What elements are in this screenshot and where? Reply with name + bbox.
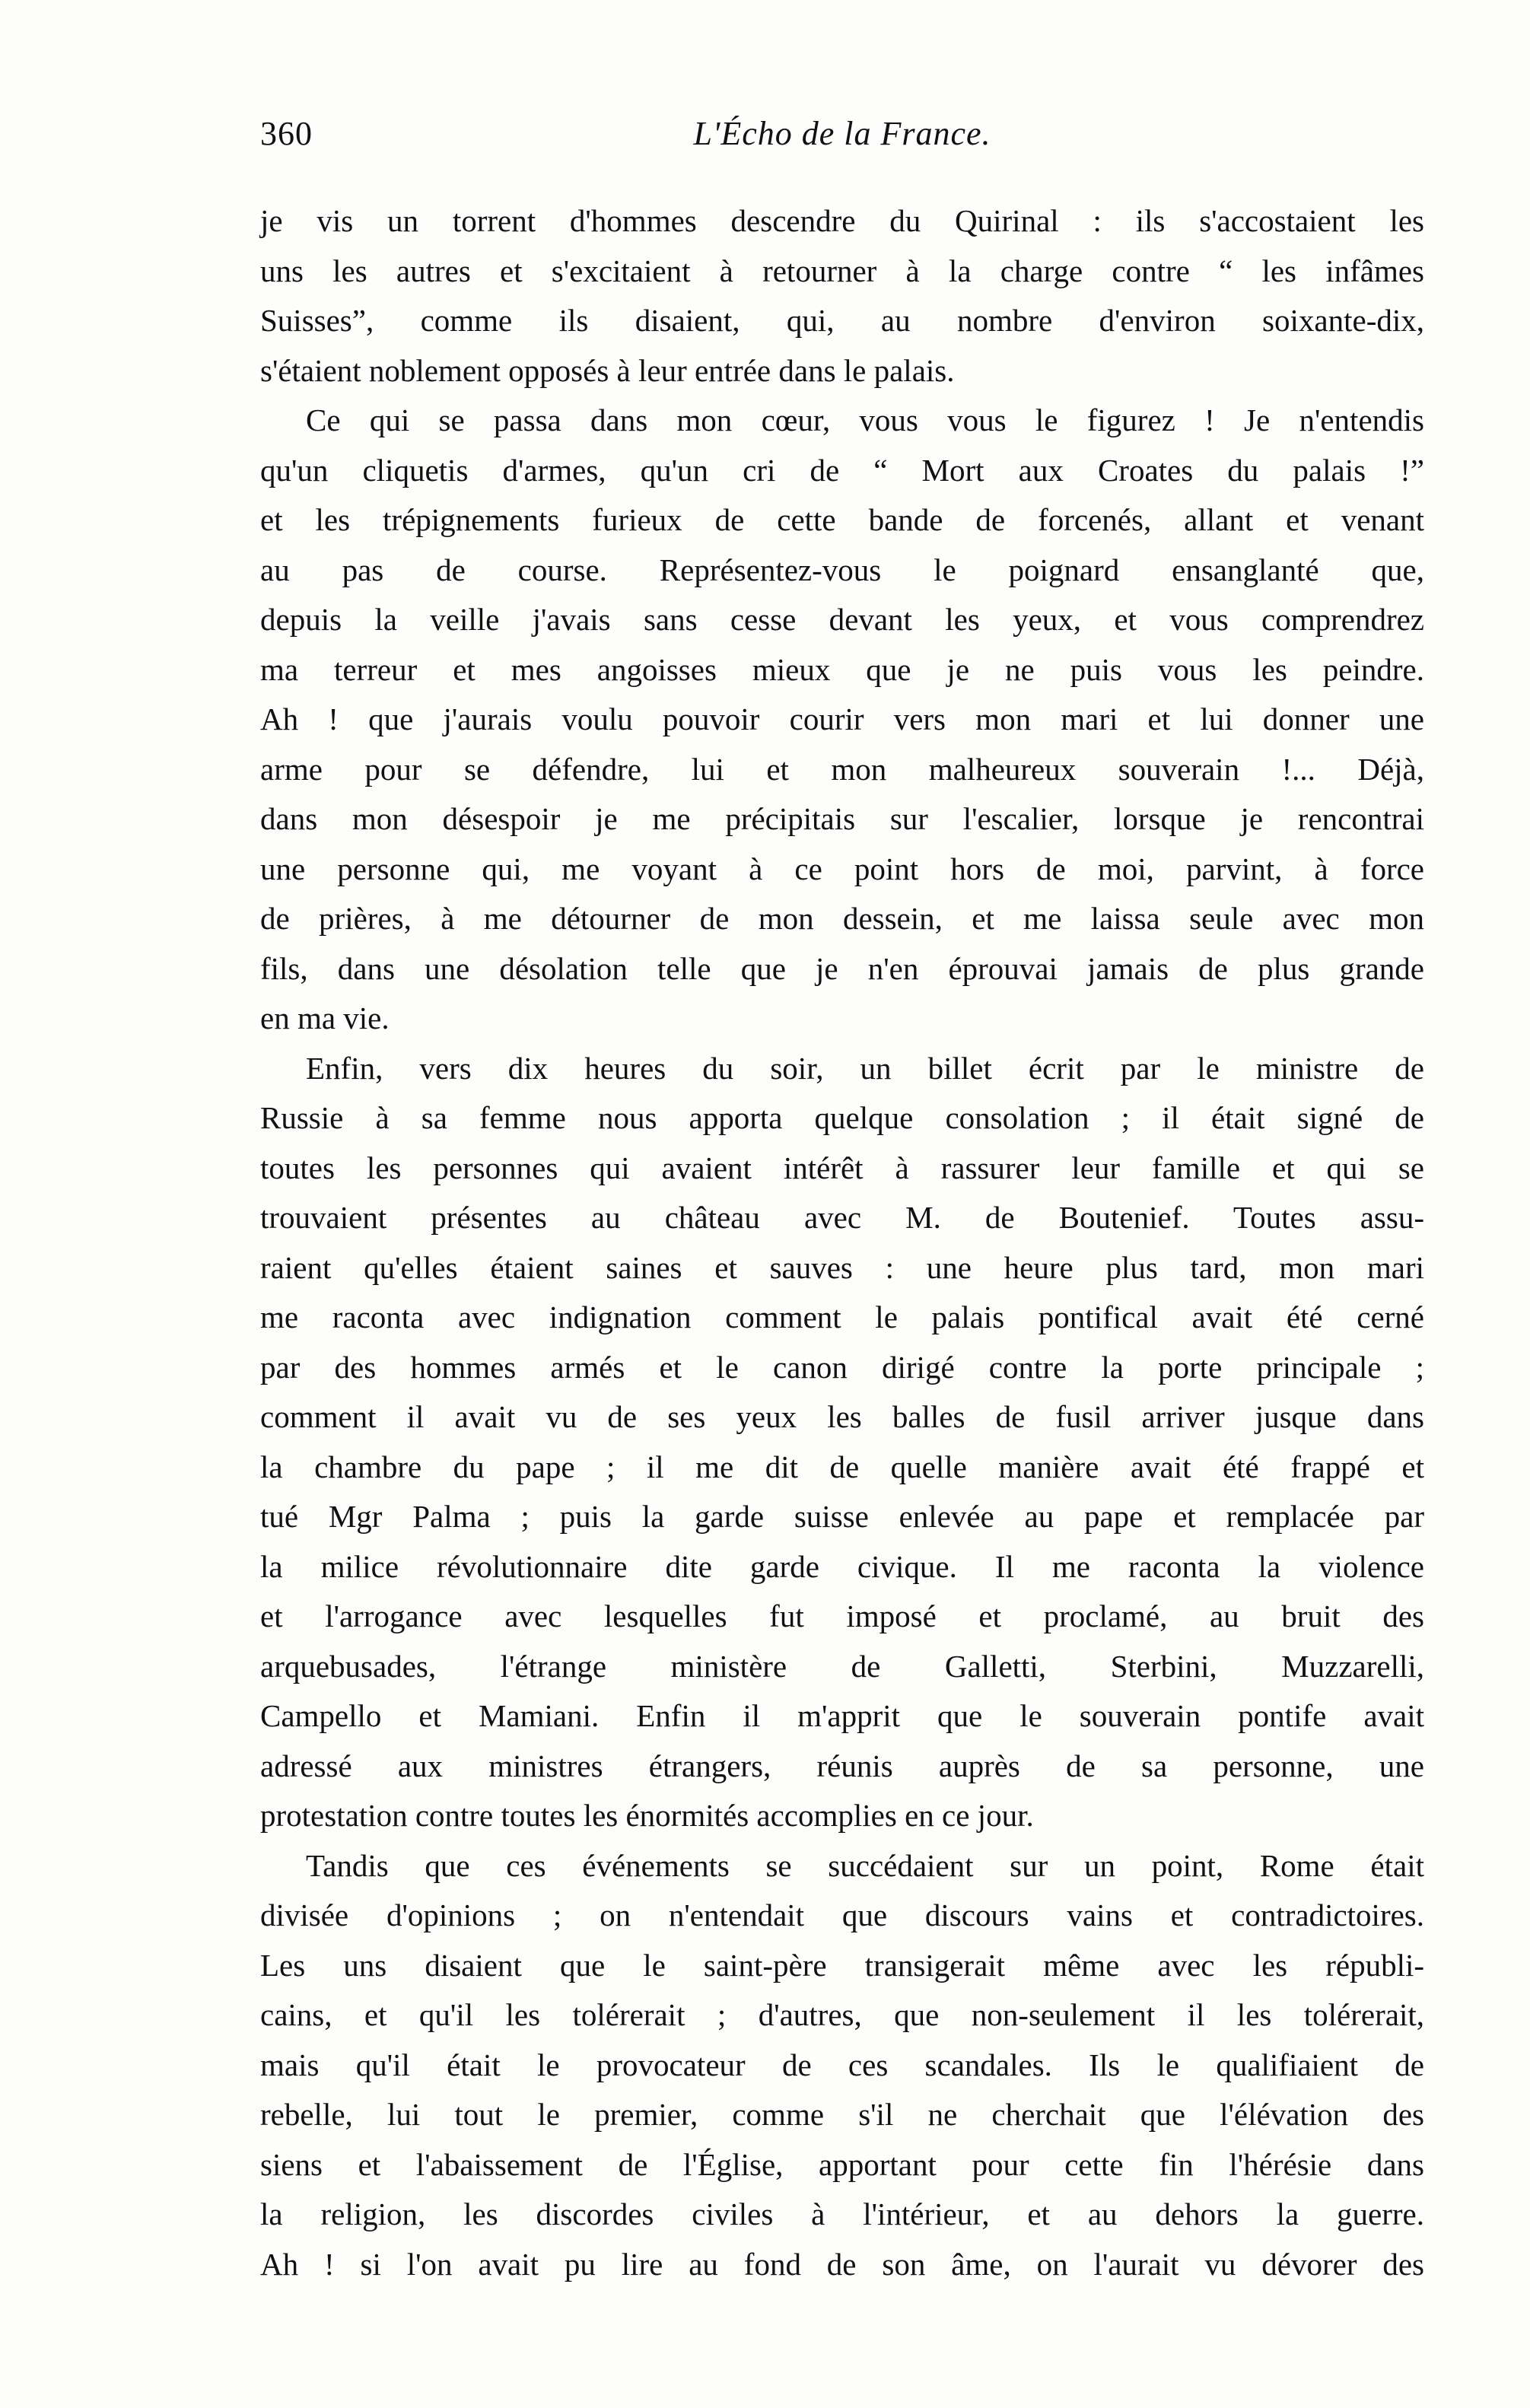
text-line: Suisses”, comme ils disaient, qui, au nombre d'environ soixante-dix,: [260, 303, 1424, 338]
text-line: trouvaient présentes au château avec M. de Boutenief. Toutes assu-: [260, 1200, 1424, 1235]
running-head: [260, 114, 1424, 167]
text-line: par des hommes armés et le canon dirigé contre la porte principale ;: [260, 1349, 1424, 1385]
text-line: Campello et Mamiani. Enfin il m'apprit que le souverain pontife avait: [260, 1698, 1424, 1733]
text-line: comment il avait vu de ses yeux les balles de fusil arriver jusque dans: [260, 1399, 1424, 1434]
text-line: protestation contre toutes les énormités accomplies en ce jour.: [260, 1798, 1034, 1833]
text-line: uns les autres et s'excitaient à retourner à la charge contre “ les infâmes: [260, 253, 1424, 288]
text-line: divisée d'opinions ; on n'entendait que discours vains et contradictoires.: [260, 1897, 1424, 1932]
text-line: raient qu'elles étaient saines et sauves : une heure plus tard, mon mari: [260, 1249, 1424, 1285]
text-line: me raconta avec indignation comment le palais pontifical avait été cerné: [260, 1299, 1424, 1334]
text-line: qu'un cliquetis d'armes, qu'un cri de “ Mort aux Croates du palais !”: [260, 452, 1424, 488]
text-line: Tandis que ces événements se succédaient sur un point, Rome était: [306, 1847, 1424, 1883]
text-line: et les trépignements furieux de cette bande de forcenés, allant et venant: [260, 502, 1424, 537]
text-line: fils, dans une désolation telle que je n'en éprouvai jamais de plus grande: [260, 950, 1424, 986]
text-line: une personne qui, me voyant à ce point hors de moi, parvint, à force: [260, 851, 1424, 886]
text-line: Ce qui se passa dans mon cœur, vous vous le figurez ! Je n'entendis: [306, 402, 1424, 437]
text-line: tué Mgr Palma ; puis la garde suisse enlevée au pape et remplacée par: [260, 1499, 1424, 1534]
text-line: siens et l'abaissement de l'Église, apportant pour cette fin l'hérésie dans: [260, 2146, 1424, 2182]
text-line: Russie à sa femme nous apporta quelque consolation ; il était signé de: [260, 1100, 1424, 1135]
text-line: la milice révolutionnaire dite garde civique. Il me raconta la violence: [260, 1548, 1424, 1584]
text-line: adressé aux ministres étrangers, réunis auprès de sa personne, une: [260, 1748, 1424, 1783]
text-line: au pas de course. Représentez-vous le poignard ensanglanté que,: [260, 552, 1424, 587]
text-line: mais qu'il était le provocateur de ces scandales. Ils le qualifiaient de: [260, 2047, 1424, 2082]
text-line: Ah ! que j'aurais voulu pouvoir courir vers mon mari et lui donner une: [260, 701, 1424, 736]
text-line: la chambre du pape ; il me dit de quelle manière avait été frappé et: [260, 1449, 1424, 1484]
text-line: Les uns disaient que le saint-père transigerait même avec les républi-: [260, 1947, 1424, 1983]
text-line: s'étaient noblement opposés à leur entrée dans le palais.: [260, 352, 955, 388]
text-line: je vis un torrent d'hommes descendre du Quirinal : ils s'accostaient les: [260, 203, 1424, 238]
text-line: arquebusades, l'étrange ministère de Galletti, Sterbini, Muzzarelli,: [260, 1648, 1424, 1684]
text-line: rebelle, lui tout le premier, comme s'il ne cherchait que l'élévation des: [260, 2097, 1424, 2132]
running-title: L'Écho de la France.: [693, 115, 991, 152]
text-line: arme pour se défendre, lui et mon malheureux souverain !... Déjà,: [260, 751, 1424, 787]
body-text: [260, 196, 1424, 2289]
text-line: toutes les personnes qui avaient intérêt à rassurer leur famille et qui se: [260, 1150, 1424, 1185]
text-line: en ma vie.: [260, 1000, 390, 1035]
text-line: de prières, à me détourner de mon dessein, et me laissa seule avec mon: [260, 901, 1424, 936]
text-line: et l'arrogance avec lesquelles fut imposé et proclamé, au bruit des: [260, 1598, 1424, 1633]
text-line: la religion, les discordes civiles à l'intérieur, et au dehors la guerre.: [260, 2196, 1424, 2231]
page-number: 360: [260, 115, 313, 152]
text-line: cains, et qu'il les tolérerait ; d'autres, que non-seulement il les tolérerait,: [260, 1997, 1424, 2032]
text-line: ma terreur et mes angoisses mieux que je ne puis vous les peindre.: [260, 651, 1424, 687]
text-line: depuis la veille j'avais sans cesse devant les yeux, et vous comprendrez: [260, 602, 1424, 637]
text-line: Ah ! si l'on avait pu lire au fond de son âme, on l'aurait vu dévorer des: [260, 2246, 1424, 2282]
text-line: dans mon désespoir je me précipitais sur l'escalier, lorsque je rencontrai: [260, 801, 1424, 836]
text-line: Enfin, vers dix heures du soir, un billet écrit par le ministre de: [306, 1050, 1424, 1086]
